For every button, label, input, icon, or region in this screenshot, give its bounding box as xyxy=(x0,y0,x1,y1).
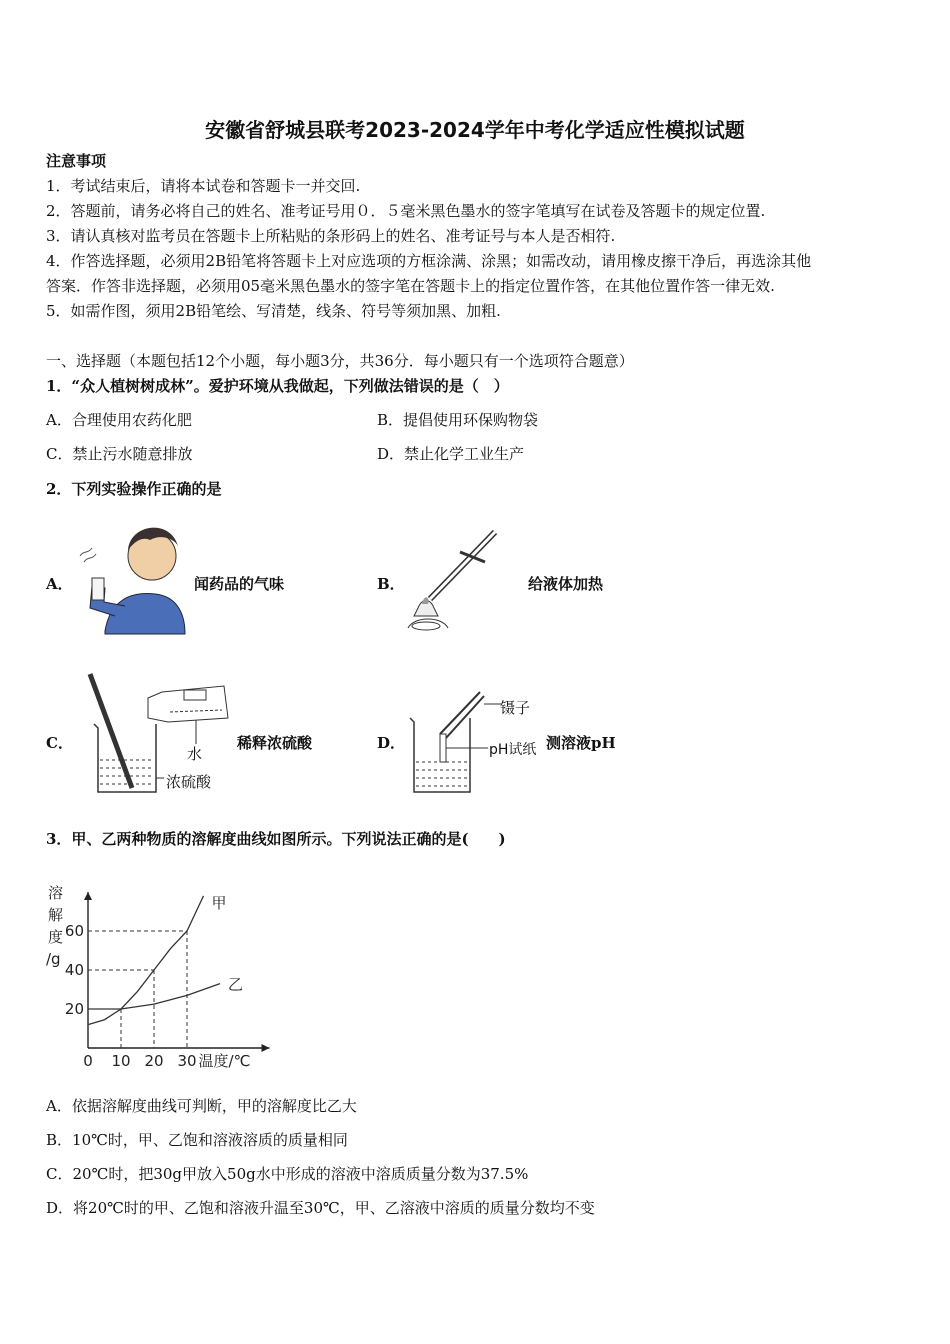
q3-option-d: D．将20℃时的甲、乙饱和溶液升温至30℃，甲、乙溶液中溶质的质量分数均不变 xyxy=(46,1199,595,1217)
section-heading: 一、选择题（本题包括12个小题，每小题3分，共36分．每小题只有一个选项符合题意） xyxy=(46,352,634,370)
notice-item-2: 2．答题前，请务必将自己的姓名、准考证号用０．５毫米黑色墨水的签字笔填写在试卷及答题卡的规定位置. xyxy=(46,202,766,220)
q2-option-b-text: 给液体加热 xyxy=(528,575,604,593)
notice-item-4: 4．作答选择题，必须用2B铅笔将答题卡上对应选项的方框涂满、涂黑；如需改动，请用橡皮擦干净后，再选涂其他 xyxy=(46,252,812,270)
q2-option-c-text: 稀释浓硫酸 xyxy=(237,734,313,752)
q1-option-a: A．合理使用农药化肥 xyxy=(46,411,192,429)
y-label-char-1: 解 xyxy=(48,906,64,924)
y-tick-2: 60 xyxy=(64,922,84,940)
water-label: 水 xyxy=(187,745,203,763)
series-label-0: 甲 xyxy=(211,893,227,912)
x-tick-2: 20 xyxy=(144,1052,164,1070)
solubility-chart xyxy=(30,868,280,1068)
notice-heading: 注意事项 xyxy=(46,152,107,170)
q1-option-c: C．禁止污水随意排放 xyxy=(46,445,193,463)
y-tick-1: 40 xyxy=(64,961,84,979)
q2-option-b-letter: B． xyxy=(377,575,405,593)
page-title: 安徽省舒城县联考2023-2024学年中考化学适应性模拟试题 xyxy=(205,118,745,142)
series-label-1: 乙 xyxy=(228,975,244,994)
notice-item-1: 1．考试结束后，请将本试卷和答题卡一并交回. xyxy=(46,177,361,195)
smelling-illustration xyxy=(70,516,190,636)
y-tick-0: 20 xyxy=(64,1000,84,1018)
q2-option-c-letter: C． xyxy=(46,734,73,752)
x-tick-0: 0 xyxy=(83,1052,93,1070)
q2-option-d-letter: D． xyxy=(377,734,406,752)
q3-option-b: B．10℃时，甲、乙饱和溶液溶质的质量相同 xyxy=(46,1131,348,1149)
q1-option-b: B．提倡使用环保购物袋 xyxy=(377,411,539,429)
q2-stem: 2．下列实验操作正确的是 xyxy=(46,480,222,498)
acid-label: 浓硫酸 xyxy=(166,773,212,791)
dilution-illustration xyxy=(84,670,244,800)
y-axis-arrow xyxy=(84,892,92,900)
tweezers-label: 镊子 xyxy=(500,699,531,717)
y-label-char-3: /g xyxy=(46,950,61,968)
q1-option-d: D．禁止化学工业生产 xyxy=(377,445,525,463)
x-tick-1: 10 xyxy=(111,1052,131,1070)
x-axis-arrow xyxy=(262,1044,270,1052)
q3-option-c: C．20℃时，把30g甲放入50g水中形成的溶液中溶质质量分数为37.5% xyxy=(46,1165,529,1183)
x-tick-3: 30 xyxy=(177,1052,197,1070)
y-label-char-0: 溶 xyxy=(48,884,64,902)
notice-item-4-cont: 答案．作答非选择题，必须用05毫米黑色墨水的签字笔在答题卡上的指定位置作答，在其他位置作答一律无效. xyxy=(46,277,775,295)
ph-paper-label: pH试纸 xyxy=(489,742,537,758)
y-label-char-2: 度 xyxy=(48,928,64,946)
heating-liquid-illustration xyxy=(400,524,510,634)
q2-option-a-text: 闻药品的气味 xyxy=(194,575,285,593)
q3-stem: 3．甲、乙两种物质的溶解度曲线如图所示。下列说法正确的是( ) xyxy=(46,830,506,848)
notice-item-5: 5．如需作图，须用2B铅笔绘、写清楚，线条、符号等须加黑、加粗. xyxy=(46,302,501,320)
q3-option-a: A．依据溶解度曲线可判断，甲的溶解度比乙大 xyxy=(46,1097,357,1115)
q2-option-a-letter: A． xyxy=(46,575,73,593)
q1-stem: 1．“众人植树树成林”。爱护环境从我做起，下列做法错误的是（ ） xyxy=(46,377,509,395)
x-axis-label: 温度/℃ xyxy=(198,1052,251,1070)
q2-option-d-text: 测溶液pH xyxy=(546,734,616,752)
notice-item-3: 3．请认真核对监考员在答题卡上所粘贴的条形码上的姓名、准考证号与本人是否相符. xyxy=(46,227,616,245)
